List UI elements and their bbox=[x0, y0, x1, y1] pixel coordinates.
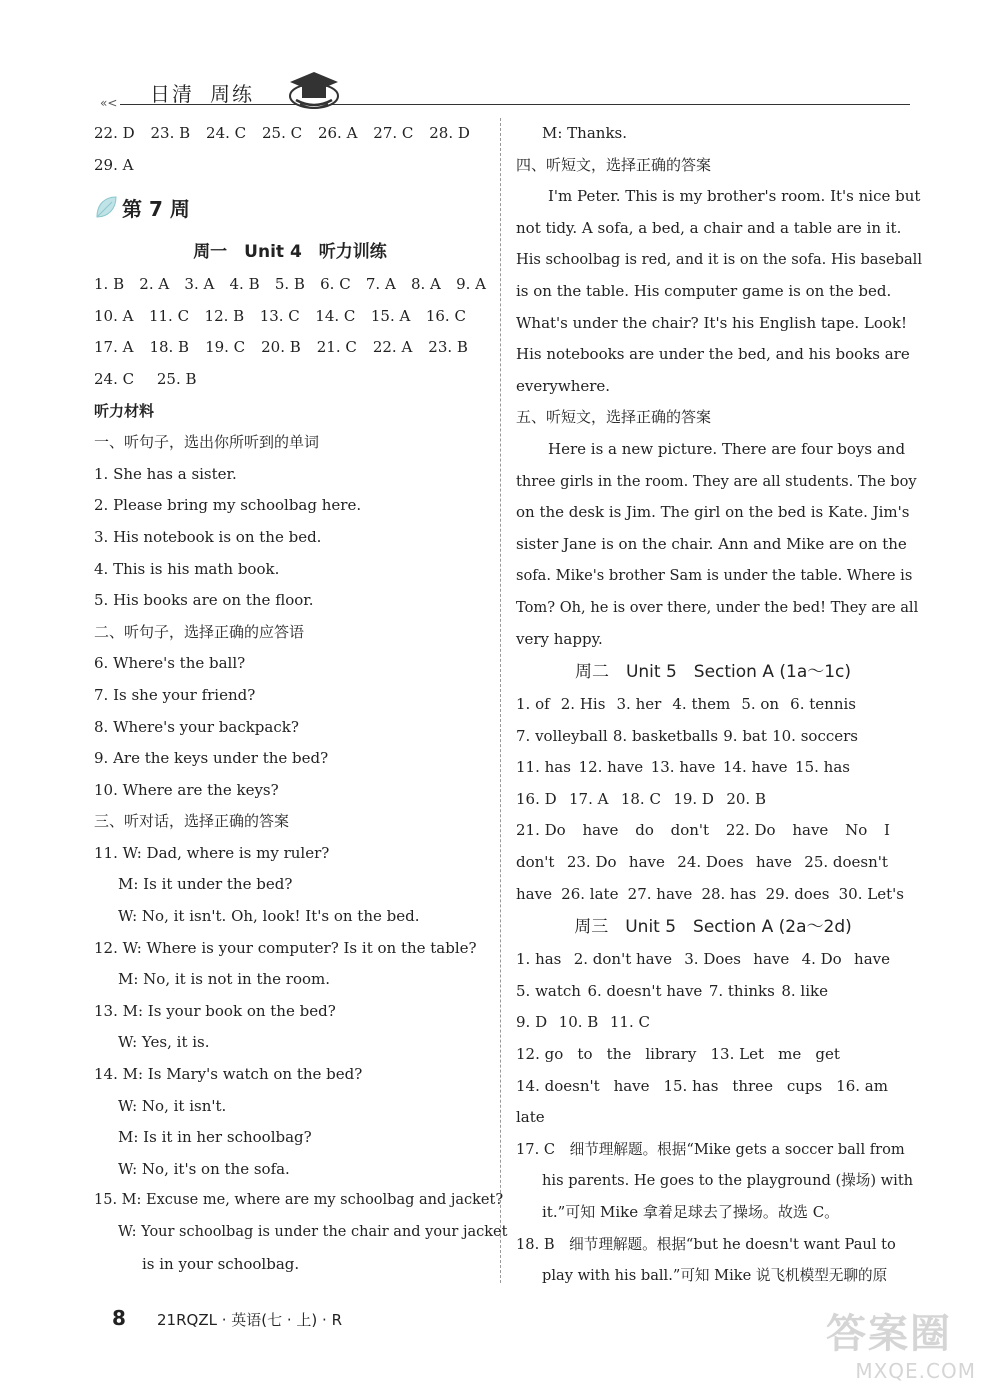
dialog-line: 15. M: Excuse me, where are my schoolbag and jacket? bbox=[94, 1192, 504, 1209]
passage-line: Tom? Oh, he is over there, under the bed! They are all bbox=[516, 598, 919, 616]
answer: me bbox=[778, 1045, 802, 1064]
answer-row bbox=[516, 1039, 840, 1071]
dialog-line: W: Your schoolbag is under the chair and your jacket bbox=[118, 1224, 508, 1240]
answer: 10. soccers bbox=[772, 726, 858, 745]
answer: 25. B bbox=[156, 369, 197, 388]
listening-sentence: 10. Where are the keys? bbox=[94, 780, 279, 799]
section-5-heading: 五、听短文，选择正确的答案 bbox=[516, 408, 712, 427]
dialog-line: W: No, it's on the sofa. bbox=[118, 1159, 290, 1178]
answer: 24. Does bbox=[677, 853, 744, 872]
answer: 13. C bbox=[259, 306, 300, 325]
passage-line: very happy. bbox=[516, 629, 603, 648]
week-title: 第 7 周 bbox=[122, 197, 190, 222]
page-footer bbox=[112, 1306, 342, 1330]
answer-row bbox=[516, 1007, 650, 1039]
passage-line: on the desk is Jim. The girl on the bed is Kate. Jim's bbox=[516, 503, 910, 522]
section-1-heading: 一、听句子，选出你所听到的单词 bbox=[94, 433, 320, 452]
watermark-top: 答案圈 bbox=[826, 1311, 952, 1357]
answer-row bbox=[516, 976, 828, 1008]
page-number: 8 bbox=[112, 1306, 126, 1330]
listening-sentence: 1. She has a sister. bbox=[94, 464, 237, 483]
answer-row bbox=[94, 118, 470, 150]
dialog-line: is in your schoolbag. bbox=[142, 1254, 300, 1273]
answer: 10. A bbox=[94, 306, 134, 325]
header-title-a: 日清 bbox=[150, 82, 194, 106]
answer: 14. C bbox=[315, 306, 356, 325]
listening-sentence: 3. His notebook is on the bed. bbox=[94, 527, 322, 546]
answer: 11. C bbox=[148, 306, 190, 325]
dialog-line: 11. W: Dad, where is my ruler? bbox=[94, 843, 330, 862]
answer: 4. B bbox=[229, 275, 260, 294]
answer-row bbox=[94, 301, 466, 333]
answer: 21. Do bbox=[516, 821, 566, 840]
listening-sentence: 2. Please bring my schoolbag here. bbox=[94, 496, 362, 515]
answer-row bbox=[94, 364, 486, 396]
answer: have bbox=[753, 950, 790, 969]
answer: 4. Do bbox=[801, 950, 842, 969]
wednesday-heading: 周三 Unit 5 Section A (2a～2d) bbox=[574, 917, 852, 938]
answer: 22. Do bbox=[725, 821, 776, 840]
answer: have bbox=[628, 853, 665, 872]
answer: 16. D bbox=[516, 789, 557, 808]
answer: 9. D bbox=[516, 1013, 548, 1032]
answer: 2. don't have bbox=[573, 950, 672, 969]
listening-sentence: 7. Is she your friend? bbox=[94, 685, 256, 704]
answer: 1. of bbox=[516, 695, 550, 714]
answer: 18. B bbox=[149, 338, 190, 357]
answer: don't bbox=[516, 853, 555, 872]
answer: 5. on bbox=[741, 695, 780, 714]
header-arrows: «< bbox=[100, 96, 118, 110]
listening-sentence: 8. Where's your backpack? bbox=[94, 717, 299, 736]
dialog-line: W: No, it isn't. Oh, look! It's on the bed. bbox=[118, 907, 420, 926]
answer-row bbox=[516, 1102, 910, 1134]
answer: 2. His bbox=[560, 695, 606, 714]
tuesday-heading: 周二 Unit 5 Section A (1a～1c) bbox=[574, 662, 852, 683]
dialog-line: W: Yes, it is. bbox=[118, 1033, 210, 1052]
answer: 23. B bbox=[150, 124, 191, 142]
answer: have bbox=[613, 1076, 650, 1095]
answer: 14. doesn't bbox=[516, 1076, 600, 1095]
answer-row bbox=[516, 879, 904, 911]
answer: the bbox=[606, 1045, 632, 1064]
listening-sentence: 5. His books are on the floor. bbox=[94, 591, 314, 610]
answer: have bbox=[755, 853, 792, 872]
material-heading: 听力材料 bbox=[94, 401, 155, 420]
answer: 8. like bbox=[781, 981, 828, 1000]
listening-sentence: 6. Where's the ball? bbox=[94, 654, 246, 673]
answer: 17. A bbox=[94, 338, 134, 357]
graduation-cap-icon bbox=[286, 66, 342, 110]
answer: late bbox=[516, 1108, 545, 1127]
answer: 18. C bbox=[620, 789, 661, 808]
answer: 16. am bbox=[836, 1076, 888, 1095]
answer: have bbox=[582, 821, 619, 840]
answer: 24. C bbox=[206, 124, 247, 142]
answer: 14. have bbox=[722, 758, 788, 777]
answer: 26. late bbox=[561, 884, 619, 903]
passage-line: everywhere. bbox=[516, 376, 611, 395]
dialog-line: M: Is it in her schoolbag? bbox=[118, 1128, 312, 1147]
answer: to bbox=[577, 1045, 593, 1064]
answer: 6. C bbox=[320, 275, 351, 294]
section-2-heading: 二、听句子，选择正确的应答语 bbox=[94, 622, 305, 641]
passage-line: Here is a new picture. There are four boys and bbox=[548, 439, 906, 458]
answer: 8. A bbox=[410, 275, 441, 294]
answer: 6. doesn't have bbox=[587, 981, 703, 1000]
answer: 25. C bbox=[262, 124, 303, 142]
dialog-line: M: Is it under the bed? bbox=[118, 875, 293, 894]
answer: 2. A bbox=[139, 275, 170, 294]
section-4-heading: 四、听短文，选择正确的答案 bbox=[516, 155, 712, 174]
answer: 6. tennis bbox=[790, 695, 856, 714]
answer: 8. basketballs bbox=[612, 726, 719, 745]
answer: cups bbox=[786, 1076, 823, 1095]
answer-row bbox=[516, 1071, 888, 1103]
week-heading bbox=[94, 187, 486, 235]
answer: 5. B bbox=[274, 275, 305, 294]
answer-row bbox=[516, 944, 890, 976]
watermark-bottom: MXQE.COM bbox=[855, 1359, 976, 1383]
answer: 9. A bbox=[456, 275, 486, 294]
passage-line: I'm Peter. This is my brother's room. It's nice but bbox=[548, 187, 921, 206]
answer: 29. A bbox=[94, 155, 134, 174]
answer-row bbox=[516, 752, 850, 784]
answer: 22. D bbox=[94, 124, 135, 142]
answer: 12. go bbox=[516, 1045, 564, 1064]
passage-line: sister Jane is on the chair. Ann and Mike are on the bbox=[516, 534, 907, 553]
answer: 9. bat bbox=[723, 726, 767, 745]
answer: 19. D bbox=[673, 789, 714, 808]
answer: 26. A bbox=[317, 124, 358, 142]
answer: 17. A bbox=[569, 789, 609, 808]
header-title-b: 周练 bbox=[210, 82, 254, 106]
answer: 27. C bbox=[373, 124, 414, 142]
leaf-icon bbox=[94, 195, 118, 221]
section-3-heading: 三、听对话，选择正确的答案 bbox=[94, 812, 290, 831]
answer-row bbox=[94, 332, 468, 364]
dialog-line: M: No, it is not in the room. bbox=[118, 970, 330, 989]
answer: 19. C bbox=[205, 338, 246, 357]
answer: 20. B bbox=[726, 789, 766, 808]
answer: 23. Do bbox=[566, 853, 617, 872]
explanation-line: it.”可知 Mike 拿着足球去了操场。故选 C。 bbox=[542, 1203, 840, 1221]
explanation-line: play with his ball.”可知 Mike 说飞机模型无聊的原 bbox=[542, 1267, 888, 1285]
explanation-line: 18. B 细节理解题。根据“but he doesn't want Paul to bbox=[516, 1235, 896, 1253]
passage-line: His schoolbag is red, and it is on the sofa. His baseball bbox=[516, 251, 923, 269]
page-header bbox=[90, 66, 910, 110]
answer: 20. B bbox=[261, 338, 301, 357]
answer: 7. volleyball bbox=[516, 726, 608, 745]
answer-row bbox=[516, 847, 888, 879]
explanation-line: his parents. He goes to the playground (操场) with bbox=[542, 1172, 914, 1190]
passage-line: is on the table. His computer game is on the bed. bbox=[516, 281, 892, 300]
answer: 15. A bbox=[370, 306, 411, 325]
answer: 3. A bbox=[184, 275, 215, 294]
listening-sentence: 4. This is his math book. bbox=[94, 559, 280, 578]
left-column bbox=[94, 118, 508, 1280]
header-title bbox=[150, 78, 270, 107]
answer: 28. D bbox=[429, 124, 470, 142]
answer: 28. has bbox=[701, 884, 757, 903]
answer: 4. them bbox=[672, 695, 731, 714]
answer: 21. C bbox=[316, 338, 357, 357]
dialog-line: W: No, it isn't. bbox=[118, 1096, 227, 1115]
answer-row bbox=[516, 721, 858, 753]
answer-row bbox=[516, 689, 856, 721]
dialog-line: M: Thanks. bbox=[542, 124, 628, 142]
passage-line: three girls in the room. They are all students. The boy bbox=[516, 472, 917, 490]
answer: 1. has bbox=[516, 950, 562, 969]
answer: 12. B bbox=[204, 306, 245, 325]
answer: 15. has bbox=[663, 1076, 719, 1095]
answer: 22. A bbox=[372, 338, 413, 357]
answer: library bbox=[645, 1045, 697, 1064]
right-column bbox=[516, 118, 923, 1292]
answer: don't bbox=[670, 821, 710, 840]
answer: have bbox=[854, 950, 890, 969]
passage-line: not tidy. A sofa, a bed, a chair and a table are in it. bbox=[516, 218, 902, 237]
answer: 29. does bbox=[765, 884, 830, 903]
answer: 7. thinks bbox=[708, 981, 775, 1000]
book-code: 21RQZL · 英语(七 · 上) · R bbox=[157, 1311, 343, 1329]
answer: 3. her bbox=[616, 695, 662, 714]
answer: 13. Let bbox=[710, 1045, 764, 1064]
monday-heading: 周一 Unit 4 听力训练 bbox=[193, 242, 387, 263]
answer: 23. B bbox=[428, 338, 468, 357]
answer-row bbox=[516, 815, 890, 847]
answer: 30. Let's bbox=[838, 884, 904, 903]
answer: 3. Does bbox=[684, 950, 741, 969]
answer-row bbox=[94, 150, 486, 182]
answer: have bbox=[516, 884, 552, 903]
answer-row bbox=[516, 784, 766, 816]
answer: 13. have bbox=[650, 758, 716, 777]
answer: do bbox=[635, 821, 654, 840]
dialog-line: 12. W: Where is your computer? Is it on the table? bbox=[94, 938, 477, 957]
answer: 1. B bbox=[94, 275, 125, 294]
column-divider bbox=[500, 118, 501, 1283]
answer: 7. A bbox=[365, 275, 396, 294]
answer: three bbox=[732, 1076, 773, 1095]
answer: I bbox=[884, 821, 890, 840]
answer: 27. have bbox=[627, 884, 693, 903]
explanation-line: 17. C 细节理解题。根据“Mike gets a soccer ball from bbox=[516, 1140, 905, 1158]
answer: 11. C bbox=[609, 1013, 650, 1032]
answer: 16. C bbox=[425, 306, 466, 325]
passage-line: His notebooks are under the bed, and his books are bbox=[516, 345, 910, 364]
answer: 15. has bbox=[795, 758, 850, 777]
answer: 12. have bbox=[578, 758, 644, 777]
dialog-line: 14. M: Is Mary's watch on the bed? bbox=[94, 1065, 363, 1084]
answer: get bbox=[815, 1045, 840, 1064]
answer: have bbox=[792, 821, 829, 840]
listening-sentence: 9. Are the keys under the bed? bbox=[94, 749, 329, 768]
answer: 25. doesn't bbox=[804, 853, 888, 872]
answer: 10. B bbox=[558, 1013, 599, 1032]
passage-line: What's under the chair? It's his English tape. Look! bbox=[516, 313, 908, 332]
answer: 24. C bbox=[94, 369, 135, 388]
answer: No bbox=[845, 821, 868, 840]
passage-line: sofa. Mike's brother Sam is under the table. Where is bbox=[516, 567, 913, 585]
answer: 11. has bbox=[516, 758, 571, 777]
header-rule bbox=[120, 104, 910, 105]
dialog-line: 13. M: Is your book on the bed? bbox=[94, 1001, 336, 1020]
answer-row bbox=[94, 269, 486, 301]
watermark-logo bbox=[826, 1302, 976, 1382]
answer: 5. watch bbox=[516, 981, 581, 1000]
